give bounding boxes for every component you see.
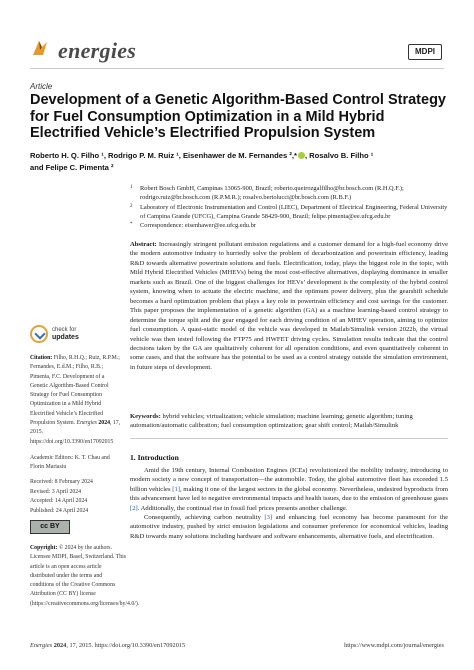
citation-link[interactable]: [2] <box>130 504 138 512</box>
correspondence-text: Correspondence: eisenhawer@ee.ufcg.edu.br <box>140 222 256 230</box>
date-revised: Revised: 3 April 2024 <box>30 488 82 495</box>
orcid-icon[interactable] <box>298 152 305 159</box>
affiliation-text: Robert Bosch GmbH, Campinas 13065-900, Brazil; roberto.queirozgalfilho@br.bosch.com (R.H.Q.F.); rodrigo.ruiz@br.bosch.com (R.P.M.R.); rosalvo.bertolucci@br.bosch.com (R.B.F.) <box>140 185 404 202</box>
citation-label: Citation: <box>30 355 53 361</box>
text-run: Amid the 19th century, Internal Combustion Engines (ICEs) revolutionized the mobility industry, introducing to modern society a new concept of transportation—the automobile. Today, the global automotive fleet has exceeded 1.5 billion vehicles <box>130 467 448 493</box>
correspondence <box>130 221 450 230</box>
footer-citation <box>30 642 185 649</box>
intro-paragraph-1 <box>130 466 448 513</box>
citation-text: Filho, R.H.Q.; Ruiz, R.P.M.; Fernandes, E.d.M.; Filho, R.B.; Pimenta, F.C. Development of a Genetic Algorithm-Based Control Strategy for Fuel Consumption Optimization in a Mild Hybrid Electrified Vehicle’s Electrified Propulsion System. <box>30 355 120 427</box>
affiliation-2 <box>130 203 450 222</box>
publisher-logo[interactable]: MDPI <box>408 44 442 60</box>
article-type: Article <box>30 82 53 91</box>
updates-line-2: updates <box>52 334 79 341</box>
abstract-label: Abstract: <box>130 241 157 248</box>
copyright-label: Copyright: <box>30 545 58 551</box>
text-run: . Additionally, the continual rise in fossil fuel prices presents another challenge. <box>137 504 348 512</box>
date-accepted: Accepted: 14 April 2024 <box>30 498 88 505</box>
affiliation-marker: * <box>130 222 133 228</box>
citation-link[interactable]: [3] <box>264 514 273 522</box>
date-published: Published: 24 April 2024 <box>30 508 89 515</box>
journal-name: energies <box>58 38 137 63</box>
citation-doi[interactable]: , 17, 2015. https://doi.org/10.3390/en17092015 <box>30 420 121 445</box>
section-divider <box>130 438 448 439</box>
footer-journal-url[interactable]: https://www.mdpi.com/journal/energies <box>344 642 444 649</box>
authors-line-2: and Felipe C. Pimenta ² <box>30 163 114 172</box>
intro-paragraph-2 <box>130 513 448 541</box>
journal-logo-icon <box>30 38 50 58</box>
citation-block <box>30 354 122 447</box>
affiliation-marker: 1 <box>130 185 133 190</box>
affiliations <box>130 184 450 230</box>
authors-line-1b: , Rosalvo B. Filho ¹ <box>304 151 374 160</box>
citation-link[interactable]: [1] <box>172 485 180 493</box>
date-received: Received: 8 February 2024 <box>30 479 93 485</box>
affiliation-marker: 2 <box>130 203 133 209</box>
copyright-block <box>30 544 140 609</box>
footer-doi[interactable]: , 17, 2015. https://doi.org/10.3390/en17092015 <box>66 642 186 649</box>
footer-year: 2024 <box>53 642 67 649</box>
check-updates-icon <box>30 325 48 343</box>
check-for-updates-button[interactable] <box>30 324 90 346</box>
citation-year: 2024 <box>98 420 110 427</box>
cc-license-badge[interactable]: cc BY <box>30 520 70 534</box>
keywords-text: hybrid vehicles; virtualization; vehicle simulation; machine learning; genetic algorithm; tuning automation/automatic calibration; fuel consumption optimization; gear shift control; Matlab/Simulink <box>130 413 413 430</box>
introduction-body <box>130 466 448 541</box>
text-run: and enhancing fuel economy has become paramount for the automotive industry, pushed by strict emission legislations and consumer preference for economical vehicles, leading R&D towards many solutions including hardware and software enhancements, alternative fuels, and electrification. <box>130 514 448 540</box>
authors-line-1: Roberto H. Q. Filho ¹, Rodrigo P. M. Ruiz ¹, Eisenhawer de M. Fernandes ²,* <box>30 151 297 160</box>
affiliation-1 <box>130 184 450 203</box>
affiliation-text: Laboratory of Electronic Instrumentation and Control (LIEC), Department of Electrical Engineering, Federal University of Campina Grande (UFCG), Campina Grande 58429-900, Brazil; felipe.pimenta@ee.ufcg.edu.br <box>140 203 448 220</box>
abstract <box>130 240 448 372</box>
abstract-text: Increasingly stringent pollutant emission regulations and a customer demand for a high-fuel economy drive the modern automotive industry to hurriedly solve the problem of decarbonization and powertrain efficiency, leading R&D towards alternative powertrain solutions and fuels. Electrification, today, plays the biggest role in the topic, with Mild Hybrid Electrified Vehicles (MHEVs) being the most cost-effective alternatives, displaying dominance in smaller markets such as Brazil. One of the biggest challenges for HEVs’ development is the complexity of the hybrid control system, knowing when to actuate the electric machine, and the optimum power delivery, plus the gearshift schedule becomes a hard optimization problem that plays a key role in powertrain efficiency and cost savings for the customer. This paper proposes the implementation of a genetic algorithm (GA) as a machine learning-based control strategy to determine the torque split and the gear engaged for each driving condition of an MHEV operation, aiming to optimize fuel consumption. A quasi-static model of the vehicle was developed in Matlab/Simulink version 2022b, the virtual vehicle was then tested following the FTP75 and HWFET driving cycles. Simulation results indicate that the control decisions taken by the GA are qualitatively coherent for all operation conditions, and even quantitatively coherent in some cases, and that the software has the potential to be used as a control strategy outside the simulation environment, in future steps of development. <box>130 241 448 371</box>
keywords-label: Keywords: <box>130 413 161 420</box>
footer-journal: Energies <box>30 642 53 649</box>
header-divider <box>30 68 444 69</box>
updates-line-1: check for <box>52 327 77 333</box>
author-list <box>30 150 450 174</box>
citation-journal: Energies <box>76 420 97 427</box>
article-title: Development of a Genetic Algorithm-Based Control Strategy for Fuel Consumption Optimization in a Mild Hybrid Electrified Vehicle’s Electrified Propulsion System <box>30 92 446 141</box>
academic-editors: Academic Editors: K. T. Chau and Florin Mariasiu <box>30 455 110 471</box>
copyright-text: © 2024 by the authors. Licensee MDPI, Basel, Switzerland. This article is an open access article distributed under the terms and conditions of the Creative Commons Attribution (CC BY) license (https://creativecommons.org/licenses/by/4.0/). <box>30 545 140 607</box>
section-heading: 1. Introduction <box>130 453 179 462</box>
text-run: Consequently, achieving carbon neutrality <box>144 514 265 522</box>
text-run: , making it one of the largest sectors in the global economy. Nevertheless, undesired byproducts from this advancement have led to negative environmental impacts and health issues, due to the emission of greenhouse gases <box>130 485 448 503</box>
keywords <box>130 412 448 431</box>
publication-dates <box>30 478 122 517</box>
